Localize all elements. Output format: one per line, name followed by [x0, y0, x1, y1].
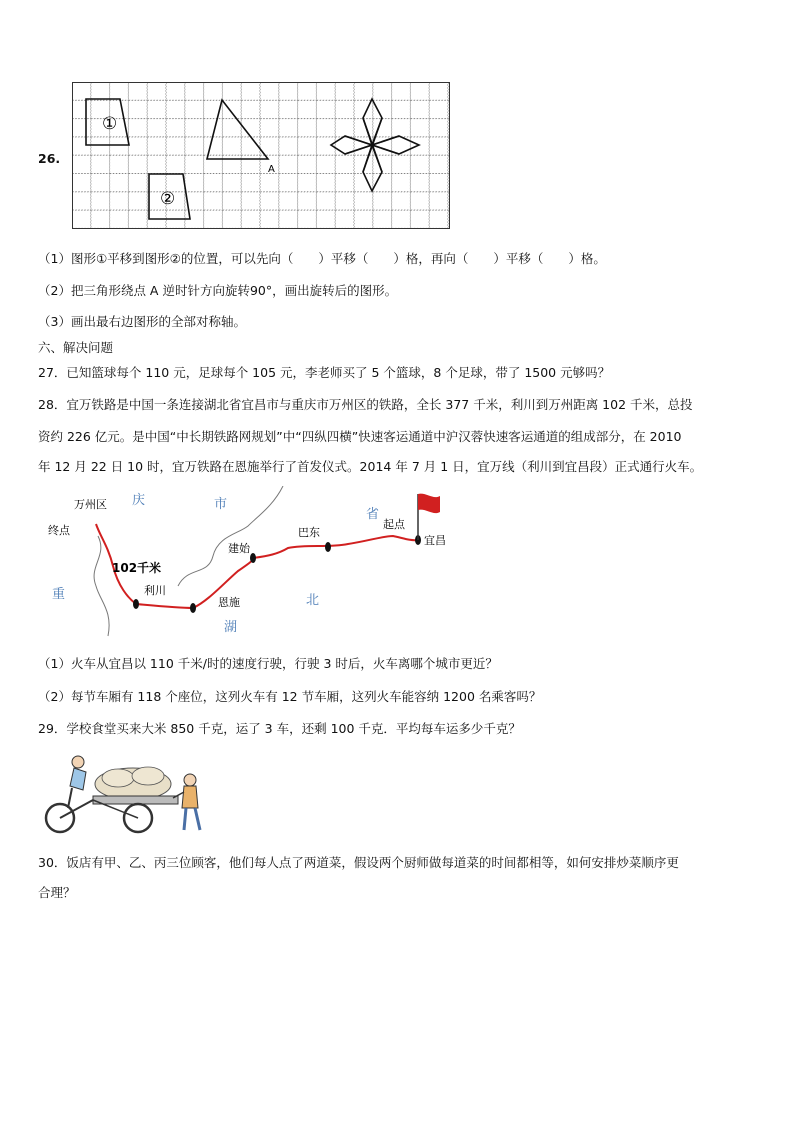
q26-grid-figure	[72, 82, 452, 230]
map-distance-label: 102千米	[112, 561, 162, 575]
map-yichang-label: 宜昌	[424, 534, 446, 547]
q29-text: 29．学校食堂买来大米 850 千克，运了 3 车，还剩 100 千克．平均每车运多少千克？	[38, 721, 521, 736]
q28-sub1: （1）火车从宜昌以 110 千米/时的速度行驶，行驶 3 时后，火车离哪个城市更近？	[38, 656, 498, 671]
map-chong-label: 重	[52, 587, 66, 602]
map-badong-label: 巴东	[298, 526, 320, 539]
figure-1-label: ①	[102, 114, 118, 134]
station-enshi-marker	[190, 603, 196, 613]
pusher-image	[184, 774, 196, 786]
q28-line1: 28．宜万铁路是中国一条连接湖北省宜昌市与重庆市万州区的铁路，全长 377 千米，利川到万州距离 102 千米，总投	[38, 397, 693, 412]
map-sheng-label: 省	[366, 507, 380, 522]
point-a-label: A	[268, 164, 275, 175]
section-6-title: 六、解决问题	[38, 340, 114, 355]
q26-sub1: （1）图形①平移到图形②的位置，可以先向（ ）平移（ ）格，再向（ ）平移（ ）格。	[38, 251, 606, 266]
map-end-label: 终点	[48, 524, 70, 537]
start-flag-icon	[418, 494, 440, 513]
station-jianshi-marker	[250, 553, 256, 563]
q27-text: 27．已知篮球每个 110 元，足球每个 105 元，李老师买了 5 个篮球，8 个足球，带了 1500 元够吗？	[38, 365, 611, 380]
rider-image	[72, 756, 84, 768]
q28-line3: 年 12 月 22 日 10 时，宜万铁路在恩施举行了首发仪式。2014 年 7 月 1 日，宜万线（利川到宜昌段）正式通行火车。	[38, 459, 703, 474]
station-badong-marker	[325, 542, 331, 552]
map-qing-label: 庆	[132, 493, 146, 508]
rice-cart-illustration	[38, 752, 218, 836]
map-wanzhou-label: 万州区	[74, 498, 107, 511]
boundary-line-2	[178, 486, 283, 586]
center-point	[370, 143, 374, 147]
map-enshi-label: 恩施	[218, 596, 240, 609]
map-hu-label: 湖	[224, 620, 238, 635]
map-lichuan-label: 利川	[144, 584, 166, 597]
q28-line2: 资约 226 亿元。是中国“中长期铁路网规划”中“四纵四横”快速客运通道中沪汉蓉快速客运通道的组成部分，在 2010	[38, 429, 682, 444]
map-start-label: 起点	[383, 518, 405, 531]
q26-sub2: （2）把三角形绕点 A 逆时针方向旋转90°，画出旋转后的图形。	[38, 283, 398, 298]
boundary-line	[94, 536, 109, 636]
map-jianshi-label: 建始	[228, 542, 250, 555]
q26-sub3: （3）画出最右边图形的全部对称轴。	[38, 314, 246, 329]
dotted-grid	[73, 83, 450, 229]
q28-sub2: （2）每节车厢有 118 个座位，这列火车有 12 节车厢，这列火车能容纳 1200 名乘客吗？	[38, 689, 542, 704]
q30-line1: 30．饭店有甲、乙、丙三位顾客，他们每人点了两道菜，假设两个厨师做每道菜的时间都相等，如何安排炒菜顺序更	[38, 855, 679, 870]
q30-line2: 合理？	[38, 885, 76, 900]
station-lichuan-marker	[133, 599, 139, 609]
yiwan-railway-map	[38, 486, 468, 641]
q26-number: 26.	[38, 151, 61, 166]
map-bei-label: 北	[306, 593, 320, 608]
map-shi-label: 市	[214, 497, 228, 512]
figure-2-label: ②	[160, 189, 176, 209]
